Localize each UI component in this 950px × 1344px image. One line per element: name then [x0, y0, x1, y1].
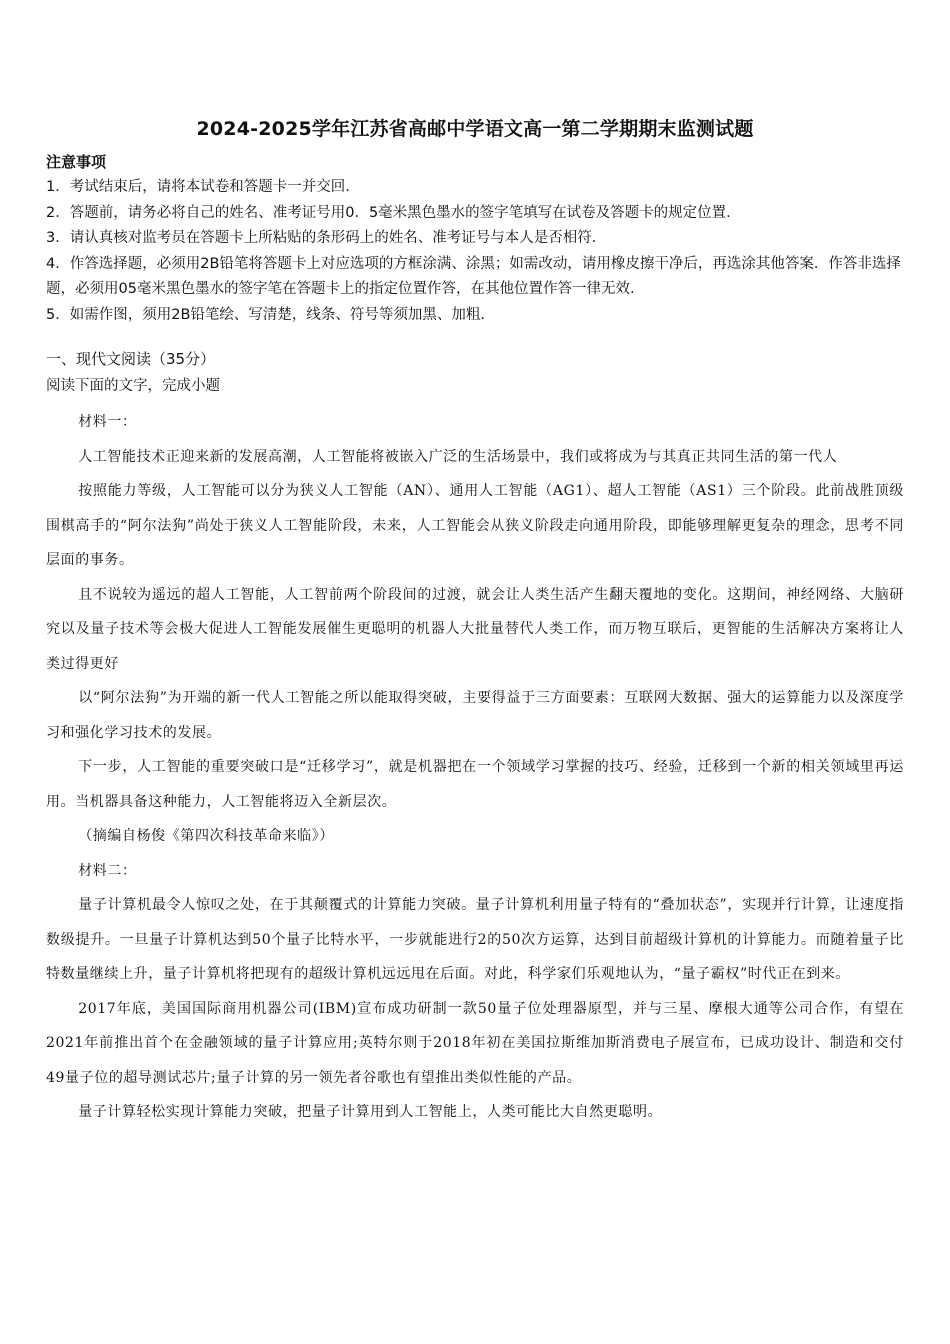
- passage-paragraph: 量子计算轻松实现计算能力突破，把量子计算用到人工智能上，人类可能比大自然更聪明。: [78, 1104, 663, 1120]
- material-one-label: 材料一：: [78, 414, 137, 430]
- passage-paragraph: 且不说较为遥远的超人工智能，人工智前两个阶段间的过渡，就会让人类生活产生翻天覆地的变化。这期间，神经网络、大脑研究以及量子技术等会极大促进人工智能发展催生更聪明的机器人大批量替代人类工作，而万物互联后，更智能的生活解决方案将让人类过得更好: [46, 586, 904, 672]
- page-title: 2024-2025学年江苏省高邮中学语文高一第二学期期末监测试题: [196, 118, 754, 140]
- notice-item: 4．作答选择题，必须用2B铅笔将答题卡上对应选项的方框涂满、涂黑；如需改动，请用橡皮擦干净后，再选涂其他答案．作答非选择题，必须用05毫米黑色墨水的签字笔在答题卡上的指定位置作答，在其他位置作答一律无效.: [46, 255, 901, 297]
- passage-paragraph: 下一步，人工智能的重要突破口是“迁移学习”，就是机器把在一个领域学习掌握的技巧、经验，迁移到一个新的相关领域里再运用。当机器具备这种能力，人工智能将迈入全新层次。: [46, 759, 904, 810]
- passage-paragraph: 以“阿尔法狗”为开端的新一代人工智能之所以能取得突破，主要得益于三方面要素：互联网大数据、强大的运算能力以及深度学习和强化学习技术的发展。: [46, 690, 904, 741]
- section-instruction: 阅读下面的文字，完成小题: [46, 378, 220, 394]
- passage-paragraph: 人工智能技术正迎来新的发展高潮，人工智能将被嵌入广泛的生活场景中，我们或将成为与其真正共同生活的第一代人: [78, 448, 838, 465]
- notice-item: 3．请认真核对监考员在答题卡上所粘贴的条形码上的姓名、准考证号与本人是否相符.: [46, 230, 597, 246]
- reading-passage: [46, 405, 904, 1130]
- passage-paragraph: 2017年底，美国国际商用机器公司(IBM)宣布成功研制一款50量子位处理器原型，并与三星、摩根大通等公司合作，有望在2021年前推出首个在金融领域的量子计算应用;英特尔则于2018年初在美国拉斯维加斯消费电子展宣布，已成功设计、制造和交付49量子位的超导测试芯片;量子计算的另一领先者谷歌也有望推出类似性能的产品。: [46, 1000, 904, 1086]
- notice-item: 5．如需作图，须用2B铅笔绘、写清楚，线条、符号等须加黑、加粗.: [46, 306, 486, 323]
- passage-paragraph: 量子计算机最令人惊叹之处，在于其颠覆式的计算能力突破。量子计算机利用量子特有的“叠加状态”，实现并行计算，让速度指数级提升。一旦量子计算机达到50个量子比特水平，一步就能进行2的50次方运算，达到目前超级计算机的计算能力。而随着量子比特数量继续上升，量子计算机将把现有的超级计算机远远甩在后面。对此，科学家们乐观地认为，“量子霸权”时代正在到来。: [46, 897, 904, 982]
- material-one-source: （摘编自杨俊《第四次科技革命来临》）: [78, 828, 334, 844]
- passage-paragraph: 按照能力等级，人工智能可以分为狭义人工智能（AN）、通用人工智能（AG1）、超人工智能（AS1）三个阶段。此前战胜顶级围棋高手的“阿尔法狗”尚处于狭义人工智能阶段，未来，人工智能会从狭义阶段走向通用阶段，即能够理解更复杂的理念，思考不同层面的事务。: [46, 483, 904, 568]
- notice-item: 1．考试结束后，请将本试卷和答题卡一并交回.: [46, 179, 350, 195]
- section-heading: 一、现代文阅读（35分）: [46, 350, 216, 368]
- notice-item: 2．答题前，请务必将自己的姓名、准考证号用0．5毫米黑色墨水的签字笔填写在试卷及答题卡的规定位置.: [46, 204, 731, 221]
- material-two-label: 材料二：: [78, 862, 137, 879]
- notice-list: [46, 175, 916, 328]
- notice-heading: 注意事项: [46, 153, 107, 171]
